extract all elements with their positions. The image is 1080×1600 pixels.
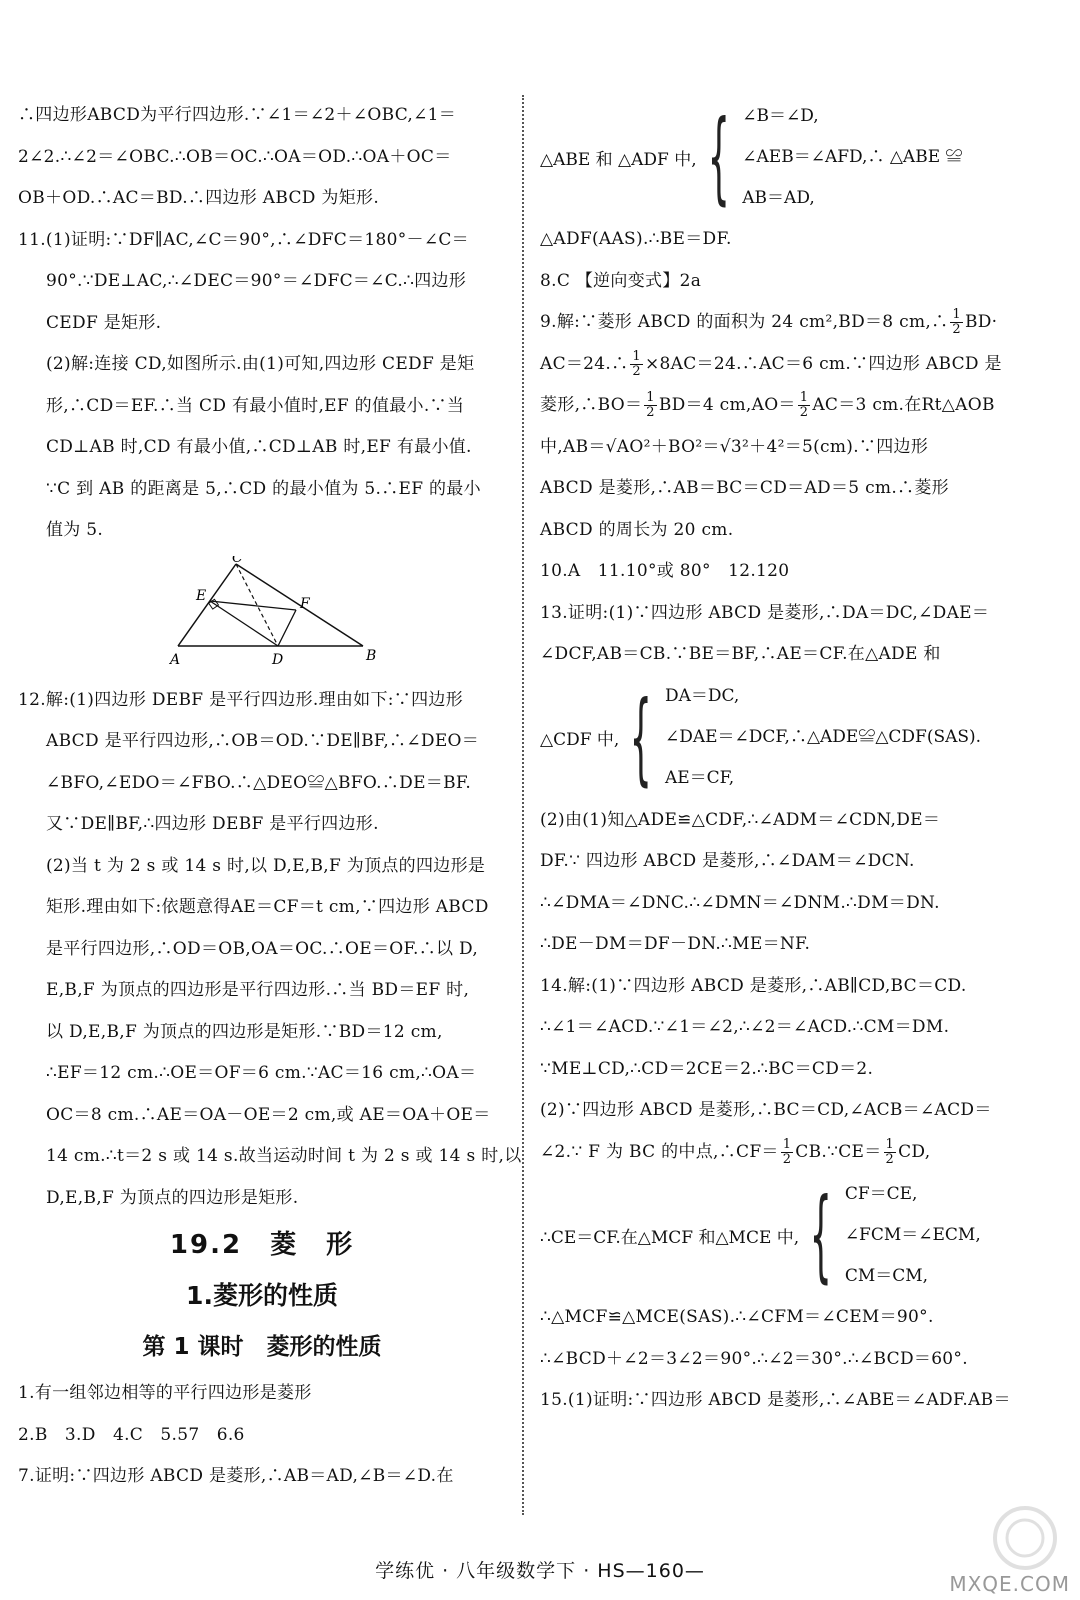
system-line: CM＝CM, — [844, 1265, 929, 1286]
q14-text: CD, — [898, 1141, 931, 1162]
column-divider — [522, 95, 524, 1515]
text-line: ∵C 到 AB 的距离是 5,∴CD 的最小值为 5.∴EF 的最小 — [46, 478, 481, 499]
text-line: ∴EF＝12 cm.∴OE＝OF＝6 cm.∵AC＝16 cm,∴OA＝ — [46, 1063, 477, 1083]
text-line: ∴∠DMA＝∠DNC.∴∠DMN＝∠DNM.∴DM＝DN. — [540, 892, 940, 913]
text-line: ABCD 是菱形,∴AB＝BC＝CD＝AD＝5 cm.∴菱形 — [540, 478, 949, 498]
system-line: ∠B＝∠D, — [742, 105, 819, 126]
text-line: ∠DCF,AB＝CB.∵BE＝BF,∴AE＝CF.在△ADE 和 — [540, 644, 941, 664]
system-line: AE＝CF, — [664, 768, 735, 788]
text-line: 1.有一组邻边相等的平行四边形是菱形 — [18, 1383, 312, 1403]
system-line: CF＝CE, — [844, 1183, 918, 1204]
geometry-figure — [168, 556, 388, 676]
q9-text: 菱形,∴BO＝ — [540, 395, 643, 415]
fraction: $\frac{1}{2}$ — [782, 1136, 792, 1167]
text-line: 14.解:(1)∵四边形 ABCD 是菱形,∴AB∥CD,BC＝CD. — [540, 975, 967, 996]
page-footer: 学练优 · 八年级数学下 · HS—160— — [375, 1560, 705, 1582]
text-line: ∴∠1＝∠ACD.∵∠1＝∠2,∴∠2＝∠ACD.∴CM＝DM. — [540, 1017, 950, 1037]
text-line: 15.(1)证明:∵四边形 ABCD 是菱形,∴∠ABE＝∠ADF.AB＝ — [540, 1390, 1011, 1410]
text-line: 13.证明:(1)∵四边形 ABCD 是菱形,∴DA＝DC,∠DAE＝ — [540, 602, 990, 623]
text-line: 12.解:(1)四边形 DEBF 是平行四边形.理由如下:∵四边形 — [18, 689, 464, 710]
q9-text: BD＝4 cm,AO＝ — [658, 395, 796, 415]
text-line — [540, 302, 1032, 344]
equation-system — [540, 676, 1032, 800]
brace-icon: { — [809, 1176, 833, 1293]
text-line: (2)当 t 为 2 s 或 14 s 时,以 D,E,B,F 为顶点的四边形是 — [46, 855, 486, 876]
fraction: $\frac{1}{2}$ — [885, 1136, 895, 1167]
text-line: 10.A 11.10°或 80° 12.120 — [540, 561, 790, 581]
text-line: 2∠2.∴∠2＝∠OBC.∴OB＝OC.∴OA＝OD.∴OA＋OC＝ — [18, 146, 452, 167]
q14-text: CB.∵CE＝ — [795, 1141, 882, 1162]
system-line: ∠DAE＝∠DCF,∴△ADE≌△CDF(SAS). — [664, 727, 982, 747]
q9-text: BD· — [964, 312, 998, 332]
text-line: 7.证明:∵四边形 ABCD 是菱形,∴AB＝AD,∠B＝∠D.在 — [18, 1466, 454, 1486]
text-line: ∵ME⊥CD,∴CD＝2CE＝2.∴BC＝CD＝2. — [540, 1058, 874, 1079]
text-line: 形,∴CD＝EF.∴当 CD 有最小值时,EF 的值最小.∵当 — [46, 395, 465, 416]
brace-icon: { — [630, 678, 653, 796]
text-line: 中,AB＝√AO²＋BO²＝√3²＋4²＝5(cm).∵四边形 — [540, 436, 929, 457]
label-e: E — [196, 587, 207, 604]
q9-text: ×8AC＝24.∴AC＝6 cm.∵四边形 ABCD 是 — [645, 353, 1002, 374]
text-line: (2)解:连接 CD,如图所示.由(1)可知,四边形 CEDF 是矩 — [46, 354, 475, 374]
subsection-title: 1.菱形的性质 — [186, 1281, 338, 1310]
fraction: $\frac{1}{2}$ — [646, 390, 655, 420]
text-line: OB＋OD.∴AC＝BD.∴四边形 ABCD 为矩形. — [18, 188, 380, 208]
text-line: (2)由(1)知△ADE≌△CDF,∴∠ADM＝∠CDN,DE＝ — [540, 809, 941, 830]
text-line: 以 D,E,B,F 为顶点的四边形是矩形.∵BD＝12 cm, — [46, 1021, 443, 1042]
text-line: 矩形.理由如下:依题意得AE＝CF＝t cm,∵四边形 ABCD — [46, 897, 489, 917]
text-line: ∴△MCF≌△MCE(SAS).∴∠CFM＝∠CEM＝90°. — [540, 1307, 934, 1327]
label-f: F — [300, 595, 310, 612]
text-line: 是平行四边形,∴OD＝OB,OA＝OC.∴OE＝OF.∴以 D, — [46, 938, 479, 959]
text-line: ∴四边形ABCD为平行四边形.∵∠1＝∠2＋∠OBC,∠1＝ — [18, 105, 457, 125]
text-line: ∴∠BCD＋∠2＝3∠2＝90°.∴∠2＝30°.∴∠BCD＝60°. — [540, 1348, 968, 1369]
text-line: ∴DE－DM＝DF－DN.∴ME＝NF. — [540, 934, 811, 954]
label-c: C — [232, 555, 243, 566]
q14-text: ∠2.∵ F 为 BC 的中点,∴CF＝ — [540, 1141, 779, 1162]
watermark-text: MXQE.COM — [949, 1572, 1070, 1596]
label-a: A — [170, 651, 181, 668]
system-line: AB＝AD, — [742, 187, 815, 208]
fraction: $\frac{1}{2}$ — [952, 307, 961, 337]
text-line: 又∵DE∥BF,∴四边形 DEBF 是平行四边形. — [46, 814, 379, 834]
text-line — [540, 385, 1032, 427]
text-line: (2)∵四边形 ABCD 是菱形,∴BC＝CD,∠ACB＝∠ACD＝ — [540, 1100, 992, 1120]
left-column — [18, 95, 522, 1498]
label-d: D — [272, 651, 284, 668]
system-prefix: ∴CE＝CF.在△MCF 和△MCE 中, — [540, 1227, 800, 1248]
equation-system — [540, 95, 1032, 219]
text-line: 值为 5. — [46, 520, 104, 540]
label-b: B — [366, 647, 377, 664]
text-line: 2.B 3.D 4.C 5.57 6.6 — [18, 1424, 245, 1445]
system-line: DA＝DC, — [664, 686, 740, 706]
text-line — [540, 1132, 1032, 1174]
text-line: 8.C 【逆向变式】2a — [540, 270, 702, 291]
system-line: ∠AEB＝∠AFD,∴ △ABE ≌ — [742, 146, 963, 167]
text-line: CEDF 是矩形. — [46, 312, 162, 333]
q9-text: AC＝3 cm.在Rt△AOB — [812, 395, 995, 415]
right-column — [540, 95, 1032, 1422]
fraction: $\frac{1}{2}$ — [632, 348, 641, 379]
q9-text: AC＝24.∴ — [540, 353, 629, 374]
section-title: 19.2 菱 形 — [169, 1230, 355, 1260]
system-line: ∠FCM＝∠ECM, — [844, 1224, 981, 1245]
text-line: ∠BFO,∠EDO＝∠FBO.∴△DEO≌△BFO.∴DE＝BF. — [46, 772, 472, 793]
text-line: 14 cm.∴t＝2 s 或 14 s.故当运动时间 t 为 2 s 或 14 s 时,以 — [46, 1146, 522, 1166]
text-line: ABCD 的周长为 20 cm. — [540, 519, 734, 540]
fraction: $\frac{1}{2}$ — [799, 390, 809, 420]
watermark-logo-icon — [980, 1500, 1070, 1580]
brace-icon: { — [707, 98, 730, 215]
text-line: 11.(1)证明:∵DF∥AC,∠C＝90°,∴∠DFC＝180°－∠C＝ — [18, 229, 469, 250]
text-line: △ADF(AAS).∴BE＝DF. — [540, 229, 732, 249]
system-prefix: △ABE 和 △ADF 中, — [540, 149, 697, 170]
text-line: D,E,B,F 为顶点的四边形是矩形. — [46, 1187, 299, 1208]
system-prefix: △CDF 中, — [540, 730, 620, 750]
text-line — [540, 344, 1032, 386]
equation-system — [540, 1173, 1032, 1297]
text-line: ABCD 是平行四边形,∴OB＝OD.∵DE∥BF,∴∠DEO＝ — [46, 731, 480, 751]
text-line: DF.∵ 四边形 ABCD 是菱形,∴∠DAM＝∠DCN. — [540, 851, 915, 871]
text-line: OC＝8 cm.∴AE＝OA－OE＝2 cm,或 AE＝OA＋OE＝ — [46, 1104, 491, 1125]
text-line: E,B,F 为顶点的四边形是平行四边形.∴当 BD＝EF 时, — [46, 980, 470, 1000]
lesson-title: 第 1 课时 菱形的性质 — [142, 1334, 382, 1360]
text-line: 90°.∵DE⊥AC,∴∠DEC＝90°＝∠DFC＝∠C.∴四边形 — [46, 271, 467, 291]
text-line: CD⊥AB 时,CD 有最小值,∴CD⊥AB 时,EF 有最小值. — [46, 437, 472, 457]
q9-text: 9.解:∵菱形 ABCD 的面积为 24 cm²,BD＝8 cm,∴ — [540, 312, 949, 332]
